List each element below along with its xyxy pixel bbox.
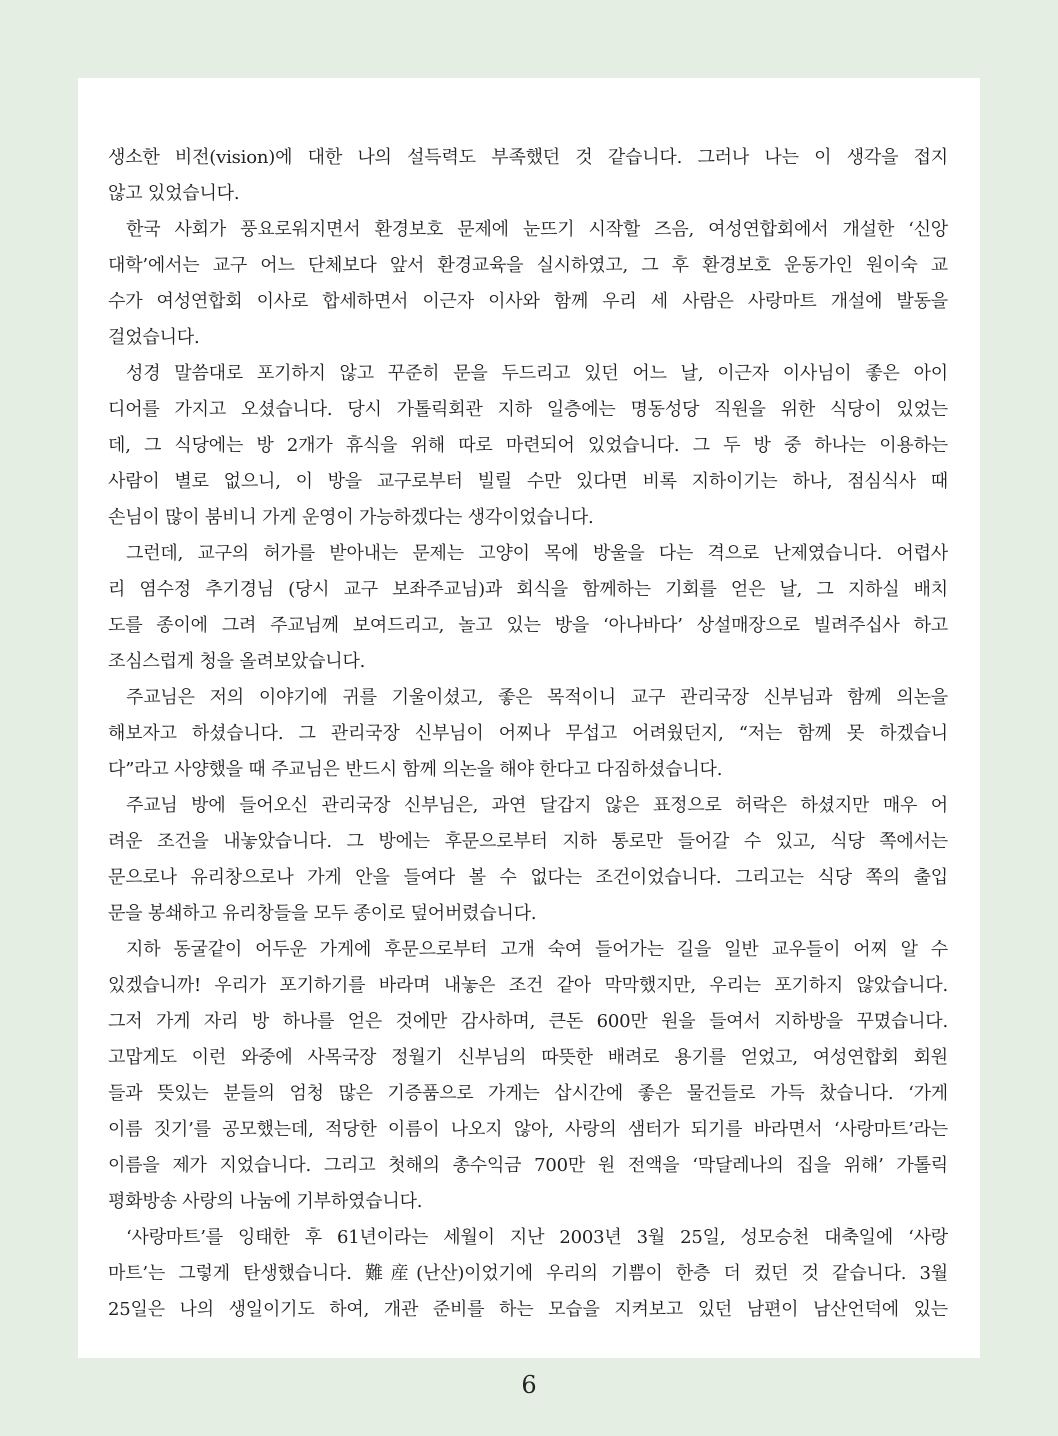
body-text: [108, 140, 948, 1328]
text-line: 이름을 제가 지었습니다. 그리고 첫해의 총수익금 700만 원 전액을 ‘막달레나의 집을 위해’ 가톨릭: [108, 1155, 948, 1176]
text-line: 주교님은 저의 이야기에 귀를 기울이셨고, 좋은 목적이니 교구 관리국장 신부님과 함께 의논을: [126, 687, 948, 708]
paragraph-6: [108, 788, 948, 932]
page-number: 6: [521, 1371, 537, 1399]
text-line: 고맙게도 이런 와중에 사목국장 정월기 신부님의 따뜻한 배려로 용기를 얻었고, 여성연합회 회원: [108, 1047, 948, 1068]
text-line: 한국 사회가 풍요로워지면서 환경보호 문제에 눈뜨기 시작할 즈음, 여성연합회에서 개설한 ‘신앙: [126, 219, 948, 240]
text-line: 이름 짓기’를 공모했는데, 적당한 이름이 나오지 않아, 사랑의 샘터가 되기를 바라면서 ‘사랑마트’라는: [108, 1119, 948, 1140]
text-line: 다”라고 사양했을 때 주교님은 반드시 함께 의논을 해야 한다고 다짐하셨습니다.: [108, 759, 723, 780]
text-line: 문을 봉쇄하고 유리창들을 모두 종이로 덮어버렸습니다.: [108, 903, 537, 924]
paragraph-4: [108, 536, 948, 680]
text-line: 리 염수정 추기경님 (당시 교구 보좌주교님)과 회식을 함께하는 기회를 얻은 날, 그 지하실 배치: [108, 579, 948, 600]
text-line: 지하 동굴같이 어두운 가게에 후문으로부터 고개 숙여 들어가는 길을 일반 교우들이 어찌 알 수: [126, 939, 948, 960]
text-line: 도를 종이에 그려 주교님께 보여드리고, 놀고 있는 방을 ‘아나바다’ 상설매장으로 빌려주십사 하고: [108, 615, 948, 636]
paragraph-7: [108, 932, 948, 1220]
text-line: 생소한 비전(vision)에 대한 나의 설득력도 부족했던 것 같습니다. 그러나 나는 이 생각을 접지: [108, 147, 948, 168]
paragraph-5: [108, 680, 948, 788]
text-line: 디어를 가지고 오셨습니다. 당시 가톨릭회관 지하 일층에는 명동성당 직원을 위한 식당이 있었는: [108, 399, 948, 420]
text-line: 있겠습니까! 우리가 포기하기를 바라며 내놓은 조건 같아 막막했지만, 우리는 포기하지 않았습니다.: [108, 975, 948, 996]
text-line: 수가 여성연합회 이사로 합세하면서 이근자 이사와 함께 우리 세 사람은 사랑마트 개설에 발동을: [108, 291, 948, 312]
page-sheet: [78, 78, 980, 1358]
text-line: 데, 그 식당에는 방 2개가 휴식을 위해 따로 마련되어 있었습니다. 그 두 방 중 하나는 이용하는: [108, 435, 948, 456]
text-line: ‘사랑마트’를 잉태한 후 61년이라는 세월이 지난 2003년 3월 25일, 성모승천 대축일에 ‘사랑: [126, 1227, 948, 1248]
paragraph-8: [108, 1220, 948, 1328]
text-line: 않고 있었습니다.: [108, 183, 240, 204]
paragraph-1: [108, 140, 948, 212]
text-line: 마트’는 그렇게 탄생했습니다. 難産(난산)이었기에 우리의 기쁨이 한층 더 컸던 것 같습니다. 3월: [108, 1263, 948, 1284]
paragraph-2: [108, 212, 948, 356]
text-line: 성경 말씀대로 포기하지 않고 꾸준히 문을 두드리고 있던 어느 날, 이근자 이사님이 좋은 아이: [126, 363, 948, 384]
text-line: 해보자고 하셨습니다. 그 관리국장 신부님이 어찌나 무섭고 어려웠던지, “저는 함께 못 하겠습니: [108, 723, 948, 744]
paragraph-3: [108, 356, 948, 536]
text-line: 대학’에서는 교구 어느 단체보다 앞서 환경교육을 실시하였고, 그 후 환경보호 운동가인 원이숙 교: [108, 255, 948, 276]
text-line: 주교님 방에 들어오신 관리국장 신부님은, 과연 달갑지 않은 표정으로 허락은 하셨지만 매우 어: [126, 795, 948, 816]
text-line: 사람이 별로 없으니, 이 방을 교구로부터 빌릴 수만 있다면 비록 지하이기는 하나, 점심식사 때: [108, 471, 948, 492]
text-line: 걸었습니다.: [108, 327, 200, 348]
text-line: 그저 가게 자리 방 하나를 얻은 것에만 감사하며, 큰돈 600만 원을 들여서 지하방을 꾸몄습니다.: [108, 1011, 948, 1032]
text-line: 조심스럽게 청을 올려보았습니다.: [108, 651, 366, 672]
text-line: 들과 뜻있는 분들의 엄청 많은 기증품으로 가게는 삽시간에 좋은 물건들로 가득 찼습니다. ‘가게: [108, 1083, 948, 1104]
text-line: 려운 조건을 내놓았습니다. 그 방에는 후문으로부터 지하 통로만 들어갈 수 있고, 식당 쪽에서는: [108, 831, 948, 852]
text-line: 그런데, 교구의 허가를 받아내는 문제는 고양이 목에 방울을 다는 격으로 난제였습니다. 어렵사: [126, 543, 948, 564]
text-line: 손님이 많이 붐비니 가게 운영이 가능하겠다는 생각이었습니다.: [108, 507, 594, 528]
text-line: 평화방송 사랑의 나눔에 기부하였습니다.: [108, 1191, 423, 1212]
text-line: 문으로나 유리창으로나 가게 안을 들여다 볼 수 없다는 조건이었습니다. 그리고는 식당 쪽의 출입: [108, 867, 948, 888]
text-line: 25일은 나의 생일이기도 하여, 개관 준비를 하는 모습을 지켜보고 있던 남편이 남산언덕에 있는: [108, 1299, 948, 1320]
